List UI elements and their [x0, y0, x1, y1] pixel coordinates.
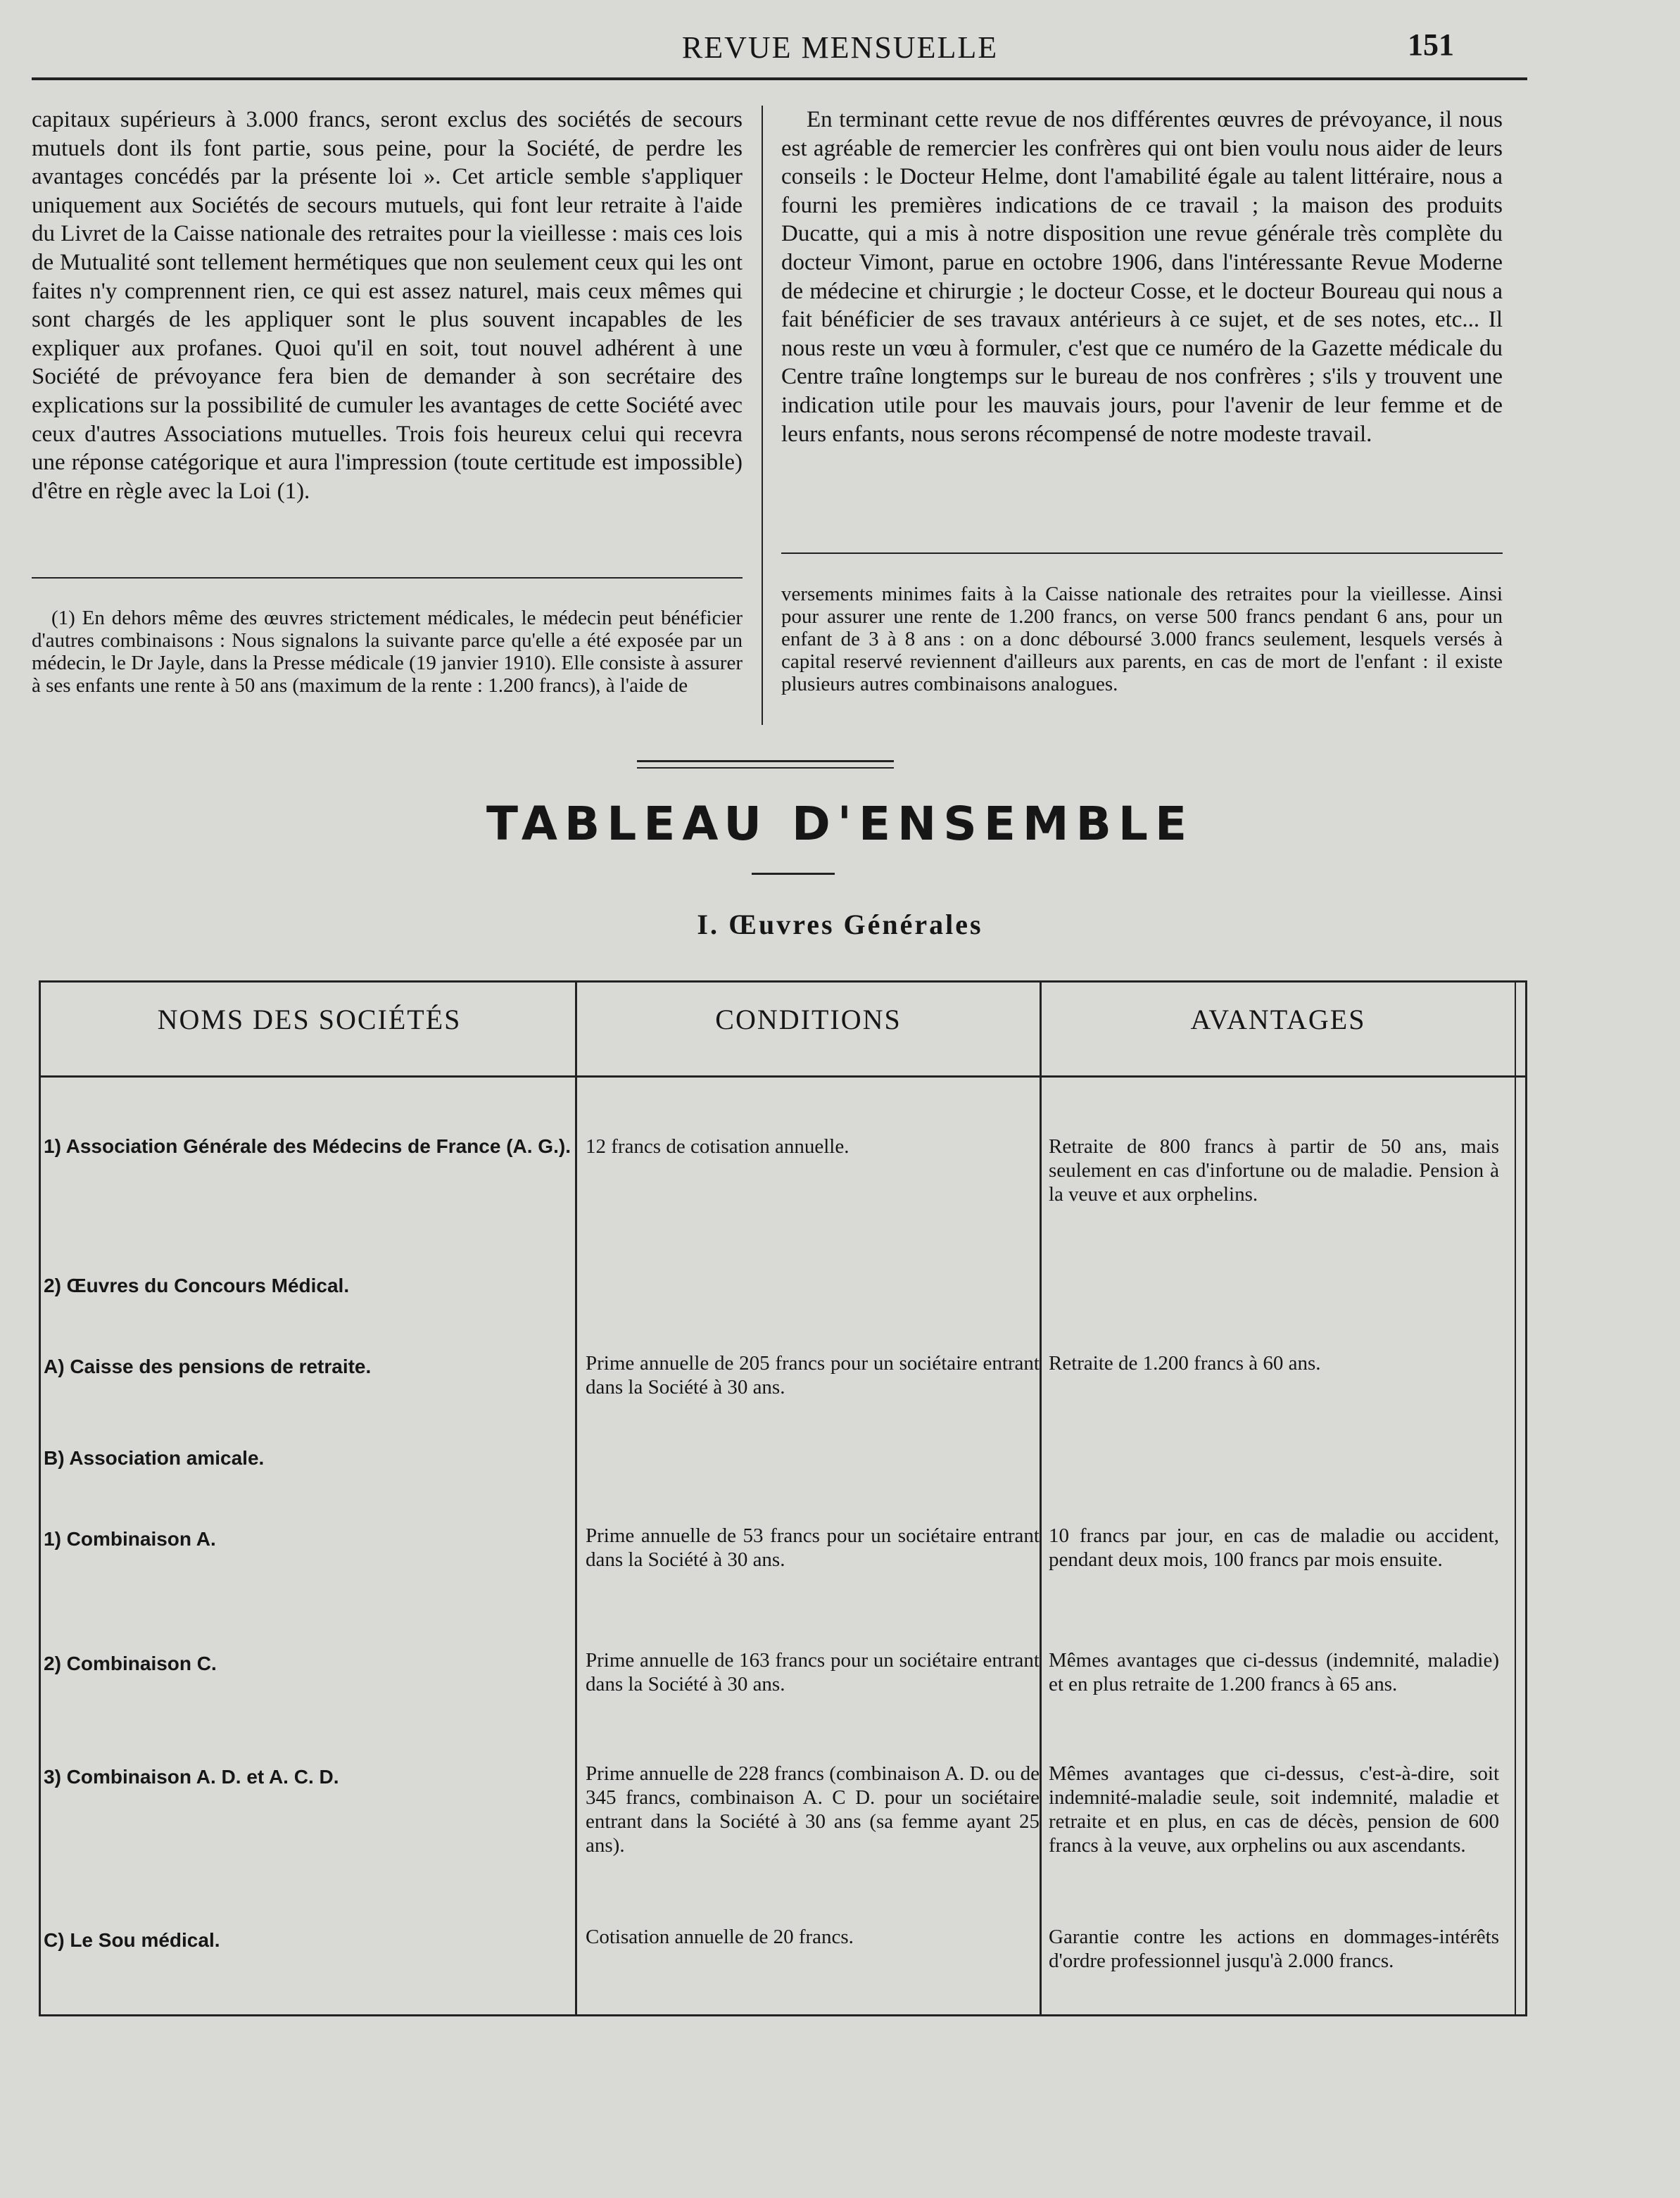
- table-outer-rule: [1515, 980, 1516, 2016]
- table-row-conditions: Prime annuelle de 228 francs (combinaison A. D. ou de 345 francs, combinaison A. C D. pour un sociétaire entrant dans la Société à 30 ans (sa femme ayant 25 ans).: [586, 1762, 1040, 1857]
- table-header-avantages: AVANTAGES: [1190, 1004, 1366, 1035]
- table-row-name: A) Caisse des pensions de retraite.: [44, 1356, 372, 1377]
- table-row-avantages: Retraite de 1.200 francs à 60 ans.: [1049, 1352, 1321, 1375]
- footnote-left: [32, 607, 743, 697]
- tableau-title: TABLEAU D'ENSEMBLE: [486, 797, 1194, 851]
- table-row-name: 1) Association Générale des Médecins de France (A. G.).: [44, 1135, 571, 1157]
- title-underline: [752, 873, 835, 875]
- left-footnote-rule: [32, 577, 743, 579]
- left-column-text: [32, 106, 743, 505]
- page-number: 151: [1408, 27, 1454, 62]
- footnote-right: [781, 583, 1503, 695]
- table-row-name: 2) Combinaison C.: [44, 1653, 217, 1674]
- table-header-conditions: CONDITIONS: [715, 1004, 902, 1035]
- right-column-text: [781, 106, 1503, 448]
- column-divider: [762, 106, 763, 725]
- table-row-conditions: Prime annuelle de 53 francs pour un sociétaire entrant dans la Société à 30 ans.: [586, 1524, 1040, 1571]
- ornament-rule-top: [637, 760, 894, 762]
- table-row-avantages: 10 francs par jour, en cas de maladie ou accident, pendant deux mois, 100 francs par mois ensuite.: [1049, 1524, 1499, 1571]
- table-col-divider-2: [1040, 980, 1042, 2016]
- table-row-avantages: Garantie contre les actions en dommages-intérêts d'ordre professionnel jusqu'à 2.000 francs.: [1049, 1926, 1499, 1972]
- table-row-avantages: Retraite de 800 francs à partir de 50 ans, mais seulement en cas d'infortune ou de maladie. Pension à la veuve et aux orphelins.: [1049, 1135, 1499, 1206]
- table-row-avantages: Mêmes avantages que ci-dessus, c'est-à-dire, soit indemnité-maladie seule, soit indemnité, maladie et retraite et en plus, en cas de décès, pension de 600 francs à la veuve, aux orphelins ou aux ascendants.: [1049, 1762, 1499, 1857]
- table-col-divider-1: [575, 980, 577, 2016]
- right-footnote-rule: [781, 552, 1503, 554]
- header-rule: [32, 77, 1527, 80]
- table-row-name: C) Le Sou médical.: [44, 1929, 220, 1951]
- table-header-noms: NOMS DES SOCIÉTÉS: [157, 1004, 462, 1035]
- running-title: REVUE MENSUELLE: [681, 30, 999, 65]
- left-paragraph: capitaux supérieurs à 3.000 francs, seront exclus des sociétés de secours mutuels dont ils font partie, sous peine, pour la Société, de perdre les avantages concédés par la présente loi ». Cet article semble s'appliquer uniquement aux Sociétés de secours mutuels, qui font leur retraite à l'aide du Livret de la Caisse nationale des retraites pour la vieillesse : mais ces lois de Mutualité sont tellement hermétiques que non seulement ceux qui les ont faites n'y comprennent rien, ce qui est assez naturel, mais ceux mêmes qui sont chargés de les appliquer sont le plus souvent incapables de les expliquer aux profanes. Quoi qu'il en soit, tout nouvel adhérent à une Société de prévoyance fera bien de demander à son secrétaire des explications sur la possibilité de cumuler les avantages de cette Société avec ceux d'autres Associations mutuelles. Trois fois heureux celui qui recevra une réponse catégorique et aura l'impression (toute certitude est impossible) d'être en règle avec la Loi (1).: [32, 107, 743, 504]
- table-row-name: 3) Combinaison A. D. et A. C. D.: [44, 1766, 339, 1788]
- table-row-name: 2) Œuvres du Concours Médical.: [44, 1275, 350, 1296]
- table-row-conditions: 12 francs de cotisation annuelle.: [586, 1135, 850, 1158]
- right-paragraph: En terminant cette revue de nos différentes œuvres de prévoyance, il nous est agréable de remercier les confrères qui ont bien voulu nous aider de leurs conseils : le Docteur Helme, dont l'amabilité égale au talent littéraire, nous a fourni les premières indications de ce travail ; la maison des produits Ducatte, qui a mis à notre disposition une revue générale très complète du docteur Vimont, parue en octobre 1906, dans l'intéressante Revue Moderne de médecine et chirurgie ; le docteur Cosse, et le docteur Boureau qui nous a fait bénéficier de ses travaux antérieurs à ce sujet, et de ses notes, etc... Il nous reste un vœu à formuler, c'est que ce numéro de la Gazette médicale du Centre traîne longtemps sur le bureau de nos confrères ; s'ils y trouvent une indication utile pour les mauvais jours, pour l'avenir de leur femme et de leurs enfants, nous serons récompensé de notre modeste travail.: [781, 107, 1503, 447]
- ornament-rule-bottom: [637, 767, 894, 769]
- table-row-name: B) Association amicale.: [44, 1447, 265, 1469]
- table-row-conditions: Prime annuelle de 205 francs pour un sociétaire entrant dans la Société à 30 ans.: [586, 1352, 1040, 1398]
- table-row-conditions: Cotisation annuelle de 20 francs.: [586, 1926, 854, 1948]
- table-header-rule: [39, 1075, 1527, 1078]
- footnote-right-text: versements minimes faits à la Caisse nationale des retraites pour la vieillesse. Ainsi pour assurer une rente de 1.200 francs, on verse 500 francs pendant 6 ans, pour un enfant de 3 à 8 ans : on a donc déboursé 3.000 francs seulement, lesquels versés à capital reservé reviennent d'ailleurs aux parents, en cas de mort de l'enfant : il existe plusieurs autres combinaisons analogues.: [781, 583, 1503, 695]
- footnote-left-text: (1) En dehors même des œuvres strictement médicales, le médecin peut bénéficier d'autres combinaisons : Nous signalons la suivante parce qu'elle a été exposée par un médecin, le Dr Jayle, dans la Presse médicale (19 janvier 1910). Elle consiste à assurer à ses enfants une rente à 50 ans (maximum de la rente : 1.200 francs), à l'aide de: [32, 607, 743, 697]
- section-subtitle: I. Œuvres Générales: [697, 909, 983, 940]
- table-row-avantages: Mêmes avantages que ci-dessus (indemnité, maladie) et en plus retraite de 1.200 francs à 65 ans.: [1049, 1649, 1499, 1695]
- table-row-conditions: Prime annuelle de 163 francs pour un sociétaire entrant dans la Société à 30 ans.: [586, 1649, 1040, 1695]
- table-row-name: 1) Combinaison A.: [44, 1528, 216, 1550]
